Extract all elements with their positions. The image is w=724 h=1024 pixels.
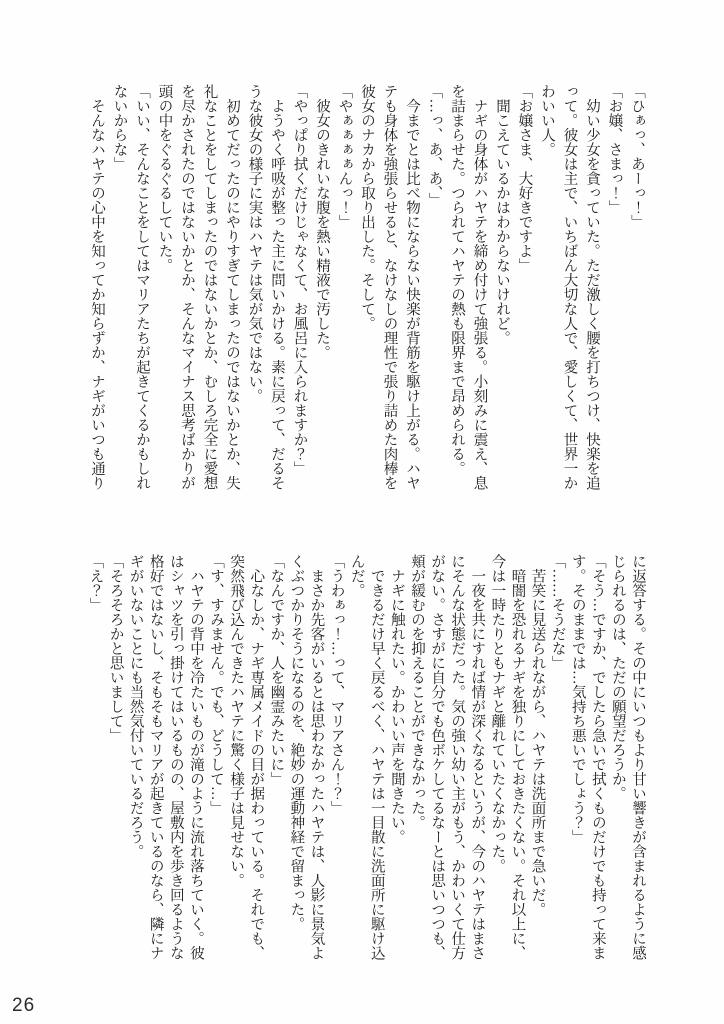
text-line: んだ。 <box>348 554 365 598</box>
text-line: 初めてだったのにやりすぎてしまったのではないかとか、失 <box>224 84 240 490</box>
text-line: 「ひぁっ、あーっ！」 <box>629 84 645 229</box>
text-line: 「…っ、あ、あ、」 <box>426 84 443 208</box>
text-line: 格好ではないし、そもそもマリアが起きているのなら、隣にナ <box>147 554 164 960</box>
text-line: 彼女のきれいな腹を熱い精液で汚した。 <box>314 84 330 360</box>
text-line: 彼女のナカから取り出した。そして。 <box>359 84 375 331</box>
text-line: ギがいないことにも当然気付いているだろう。 <box>127 554 144 859</box>
text-line: ないからな」 <box>111 84 128 171</box>
text-line: 「そろそろかと思いまして」 <box>107 554 124 743</box>
text-line: 苦笑に見送られながら、ハヤテは洗面所まで急いだ。 <box>529 554 546 917</box>
text-line: がない。さすがに自分でも色ボケしてるなーとは思いつつも、 <box>429 554 446 960</box>
text-line: 「え？」 <box>87 554 104 612</box>
text-line: 聞こえているかはわからないけれど。 <box>494 84 510 345</box>
text-line: わいい人。 <box>539 84 555 157</box>
text-line: くぶつかりそうになるのを、絶妙の運動神経で留まった。 <box>288 554 305 931</box>
text-line: 今は一時たりともナギと離れていたくなかった。 <box>489 554 506 873</box>
text-line: ハヤテの背中を冷たいものが滝のように流れ落ちていく。彼 <box>187 554 204 960</box>
text-line: 今までとは比べ物にならない快楽が背筋を駆け上がる。ハヤ <box>404 84 420 490</box>
text-line: 「やっぱり拭くだけじゃなくて、お風呂に入られますか？」 <box>291 84 308 476</box>
text-line: を詰まらせた。つられてハヤテの熱も限界まで昂められる。 <box>449 84 465 476</box>
text-line: 頬が緩むのを抑えることができなかった。 <box>408 554 425 830</box>
text-line: そんなハヤテの心中を知ってか知らずか、ナギがいつも通り <box>89 84 105 490</box>
text-line: 「お嬢さま、大好きですよ」 <box>516 84 533 273</box>
text-line: 幼い少女を貪っていた。ただ激しく腰を打ちつけ、快楽を追 <box>584 84 600 490</box>
text-line: って。彼女は主で、いちばん大切な人で、愛しくて、世界一か <box>561 84 578 490</box>
text-block-top <box>86 84 649 494</box>
text-line: うな彼女の様子に実はハヤテは気が気ではない。 <box>246 84 263 403</box>
text-line: す。そのままでは…気持ち悪いでしょう？」 <box>569 554 586 844</box>
text-line: 「そう…ですか、でしたら急いで拭くものだけでも持って来ま <box>589 554 606 960</box>
text-line: にそんな状態だった。気の強い幼い主がもう、かわいくて仕方 <box>449 554 466 960</box>
page-number: 26 <box>12 995 36 1016</box>
text-line: じられるのは、ただの願望だろうか。 <box>609 554 626 801</box>
text-line: に返答する。その中にいつもより甘い響きが含まれるように感 <box>630 554 646 960</box>
text-line: 「なんですか、人を幽霊みたいに」 <box>268 554 285 786</box>
text-line: 「す、すみません。でも、どうして…」 <box>208 554 225 815</box>
text-line: ようやく呼吸が整った主に問いかける。素に戻って、だるそ <box>269 84 285 490</box>
text-line: 心なしか、ナギ専属メイドの目が据わっている。それでも、 <box>248 554 265 960</box>
text-block-bottom <box>85 554 648 964</box>
text-line: できるだけ早く戻るべく、ハヤテは一目散に洗面所に駆け込 <box>368 554 385 960</box>
text-line: 一夜を共にすれば情が深くなるというが、今のハヤテはまさ <box>469 554 486 960</box>
text-line: 頭の中をぐるぐるしていた。 <box>156 84 173 273</box>
text-line: 暗闇を恐れるナギを独りにしておきたくない。それ以上に、 <box>509 554 526 960</box>
text-line: テも身体を強張らせると、なけなしの理性で張り詰めた肉棒を <box>381 84 398 490</box>
text-line: 「うわぁっ！…って、マリアさん！？」 <box>328 554 345 815</box>
text-line: 突然飛び込んできたハヤテに驚く様子は見せない。 <box>228 554 245 888</box>
text-line: 「……そうだな」 <box>549 554 566 670</box>
text-line: 「お嬢、さまっ！」 <box>606 84 623 215</box>
text-line: 「やぁぁぁぁんっ！」 <box>336 84 353 229</box>
text-line: ナギに触れたい。かわいい声を聞きたい。 <box>388 554 405 844</box>
text-line: ナギの身体がハヤテを締め付けて強張る。小刻みに震え、息 <box>471 84 488 490</box>
text-line: を尽かされたのではないかとか、そんなマイナス思考ばかりが <box>179 84 195 490</box>
text-line: 「いい、そんなことをしてはマリアたちが起きてくるかもしれ <box>134 84 150 490</box>
text-line: 礼なことをしてしまったのではないかとか、むしろ完全に愛想 <box>201 84 218 490</box>
text-line: まさか先客がいるとは思わなかったハヤテは、人影に景気よ <box>308 554 325 960</box>
text-line: はシャツを引っ掛けてはいるものの、屋敷内を歩き回るような <box>167 554 184 960</box>
